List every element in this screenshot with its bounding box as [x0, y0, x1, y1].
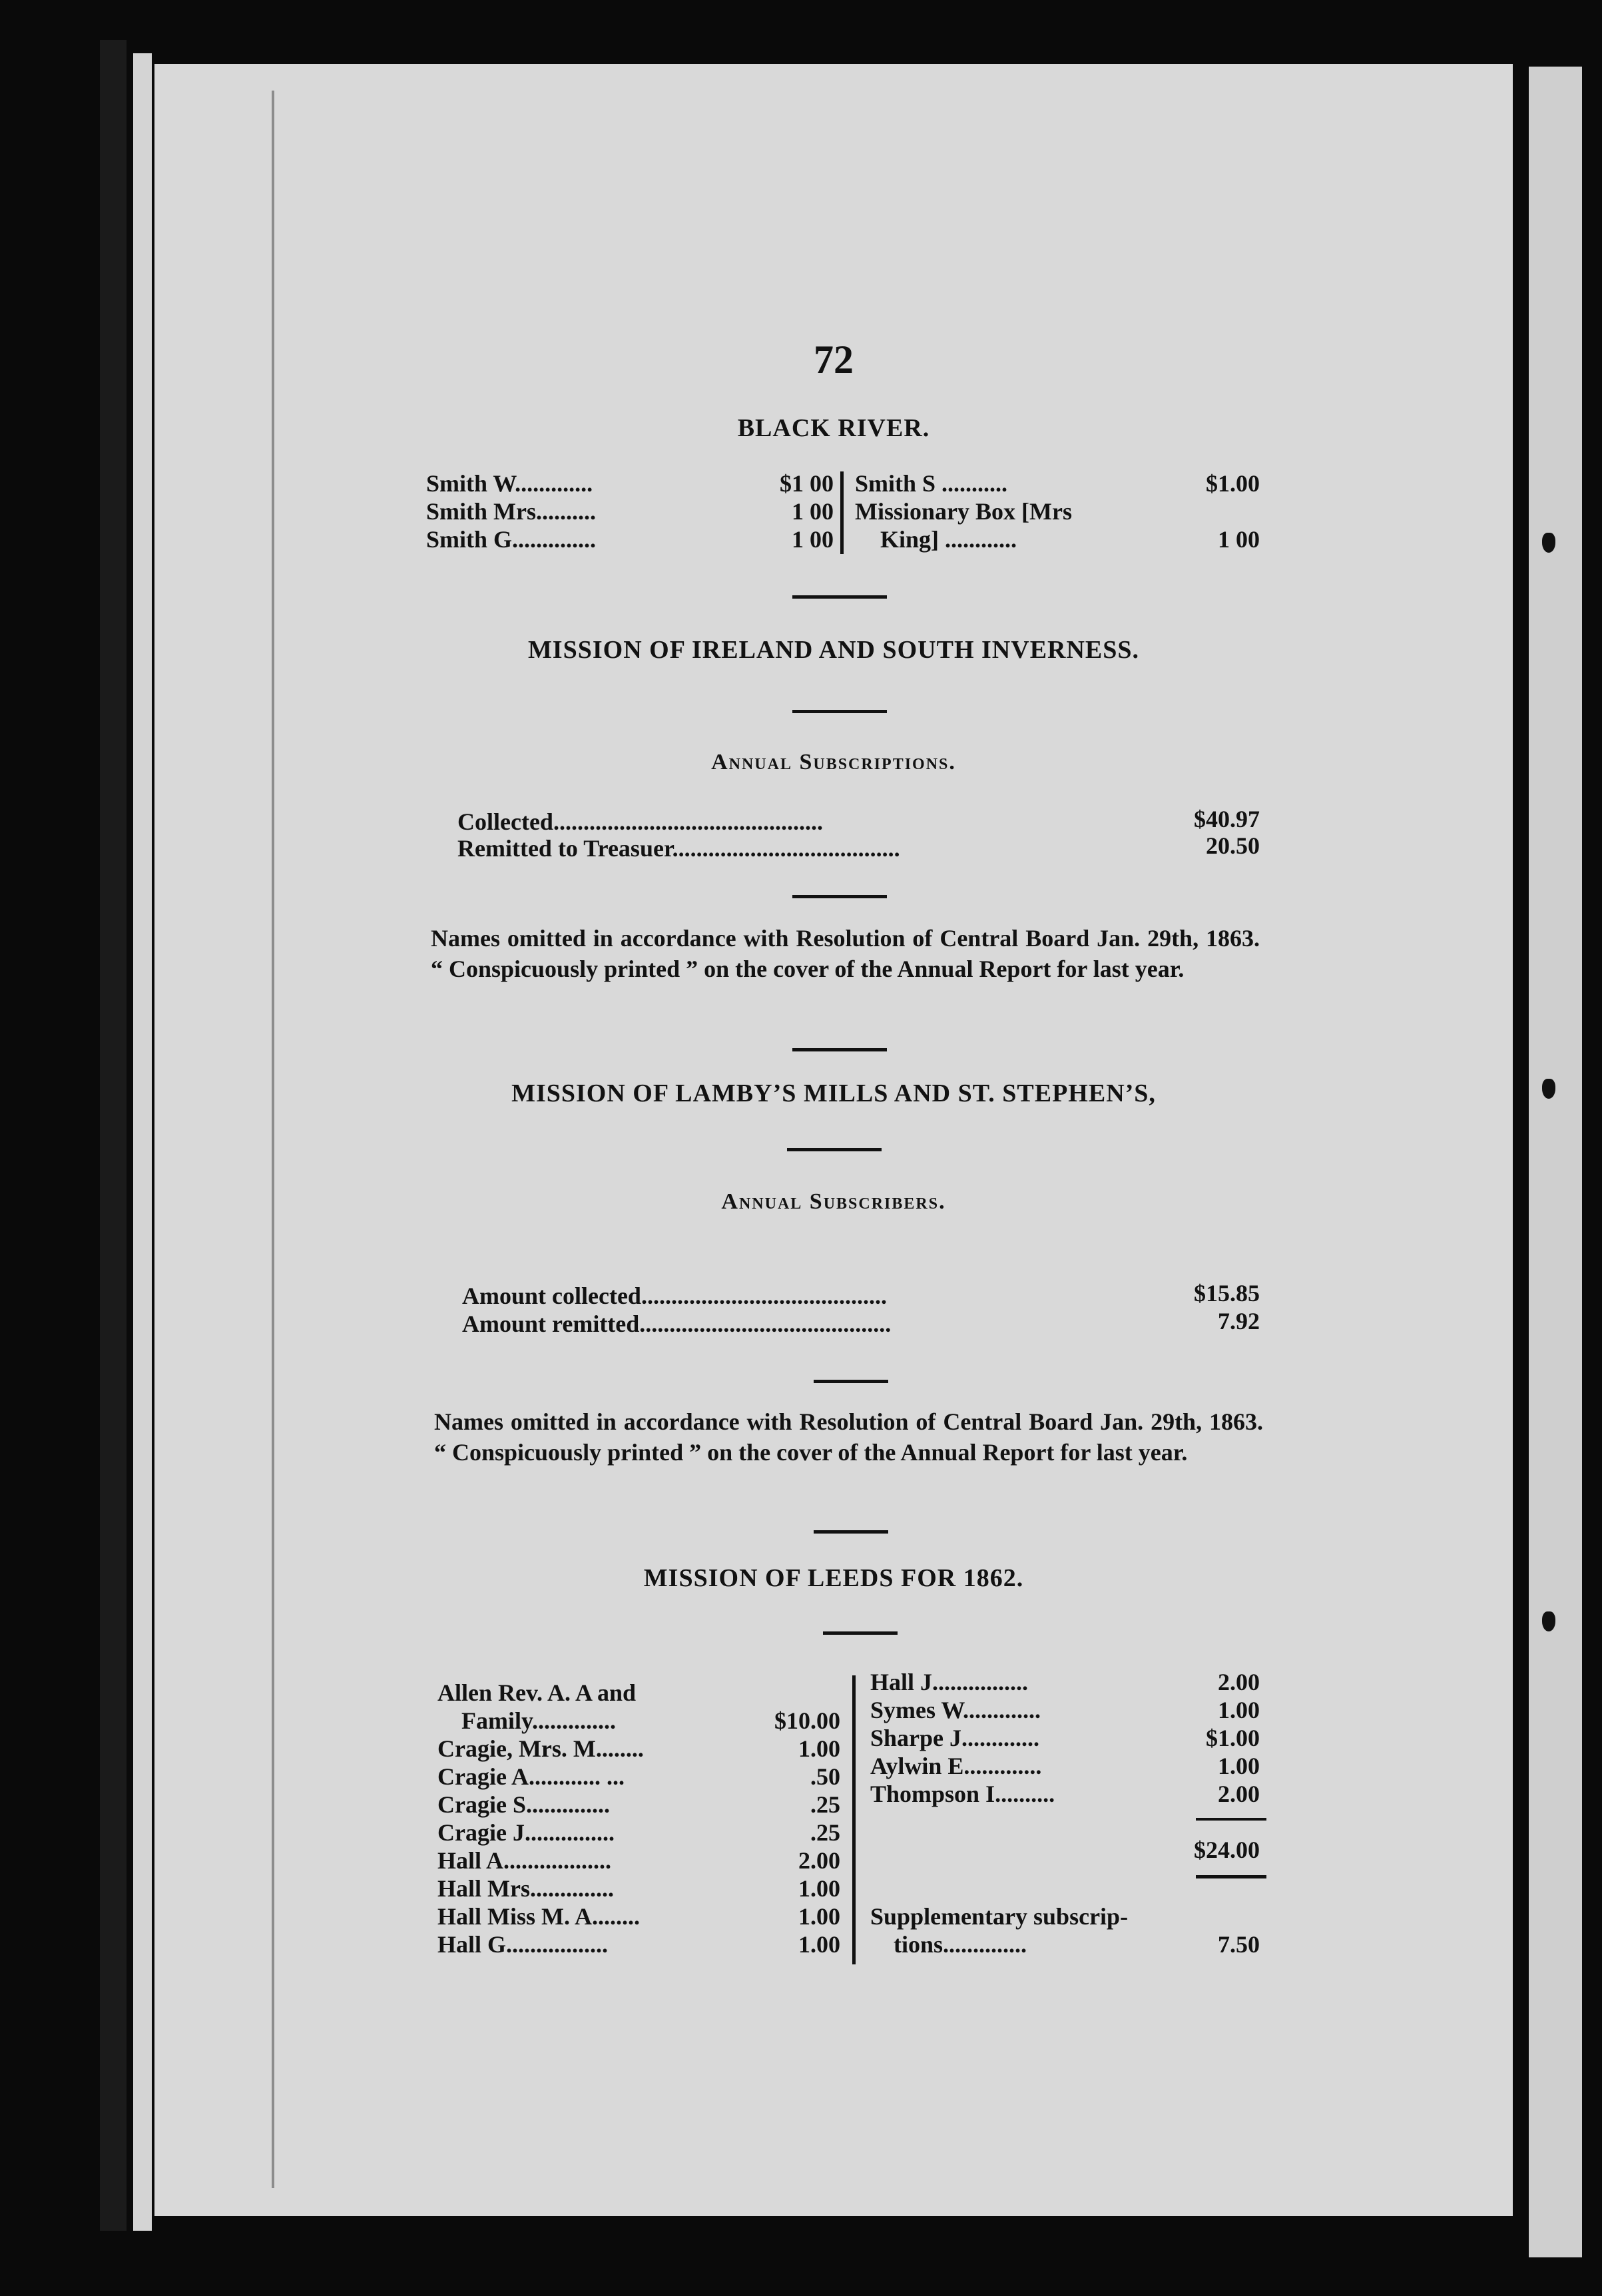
- list-item: Amount remitted..........................................: [462, 1310, 892, 1337]
- list-item: Supplementary subscrip-: [870, 1903, 1129, 1930]
- list-item: Sharpe J.............: [870, 1725, 1040, 1751]
- list-item: Hall Mrs..............: [437, 1875, 614, 1902]
- section-divider: [792, 1048, 887, 1051]
- section-divider: [787, 1148, 882, 1151]
- section-title-leeds: MISSION OF LEEDS FOR 1862.: [643, 1564, 1024, 1592]
- document-page: [154, 64, 1513, 2216]
- list-item: Smith Mrs..........: [426, 498, 596, 525]
- list-item-amount: .25: [810, 1819, 840, 1846]
- list-item-amount: $1 00: [780, 470, 834, 497]
- list-item: Missionary Box [Mrs: [855, 498, 1072, 525]
- subtitle-annual-subscribers: Annual Subscribers.: [721, 1189, 946, 1214]
- section-divider: [792, 595, 887, 599]
- list-item: Smith S ...........: [855, 470, 1008, 497]
- list-item: tions..............: [894, 1931, 1027, 1958]
- list-item: Aylwin E.............: [870, 1753, 1042, 1779]
- page-number: 72: [814, 338, 854, 382]
- list-item: Smith G..............: [426, 526, 597, 553]
- margin-mark: [1542, 533, 1555, 553]
- list-item-amount: $10.00: [774, 1707, 840, 1734]
- total-amount: $24.00: [1194, 1837, 1260, 1863]
- list-item-amount: 1.00: [1218, 1753, 1260, 1779]
- column-divider: [840, 471, 844, 554]
- margin-mark: [1542, 1079, 1555, 1099]
- list-item-amount: 2.00: [798, 1847, 840, 1874]
- list-item-amount: 1.00: [1218, 1697, 1260, 1723]
- list-item-amount: 2.00: [1218, 1669, 1260, 1695]
- list-item-amount: 7.92: [1218, 1308, 1260, 1334]
- list-item: Remitted to Treasuer......................................: [457, 835, 900, 862]
- list-item: Collected.............................................: [457, 808, 823, 835]
- section-divider: [792, 895, 887, 898]
- list-item-amount: 1 00: [792, 526, 834, 553]
- list-item-amount: 7.50: [1218, 1931, 1260, 1958]
- list-item: Cragie A............ ...: [437, 1763, 625, 1790]
- list-item-amount: 20.50: [1206, 832, 1260, 859]
- section-divider: [792, 710, 887, 713]
- list-item: Family..............: [437, 1707, 616, 1734]
- column-divider: [852, 1675, 856, 1964]
- list-item: Allen Rev. A. A and: [437, 1679, 637, 1706]
- page-edge-left: [133, 53, 152, 2231]
- note-paragraph: Names omitted in accordance with Resolution of Central Board Jan. 29th, 1863. “ Conspicuously printed ” on the cover of the Annual Report for last year.: [431, 925, 1260, 982]
- list-item: Smith W.............: [426, 470, 593, 497]
- list-item-amount: $1.00: [1206, 470, 1260, 497]
- list-item-amount: 2.00: [1218, 1781, 1260, 1807]
- total-rule: [1196, 1875, 1266, 1878]
- margin-rule: [272, 91, 274, 2188]
- list-item-amount: .50: [810, 1763, 840, 1790]
- list-item: Cragie S..............: [437, 1791, 610, 1818]
- list-item: Hall Miss M. A........: [437, 1903, 640, 1930]
- list-item-amount: .25: [810, 1791, 840, 1818]
- list-item: Thompson I..........: [870, 1781, 1055, 1807]
- list-item: Cragie J...............: [437, 1819, 615, 1846]
- book-spine: [100, 40, 127, 2231]
- list-item-amount: 1 00: [792, 498, 834, 525]
- list-item: Hall A..................: [437, 1847, 612, 1874]
- section-title-ireland: MISSION OF IRELAND AND SOUTH INVERNESS.: [527, 636, 1140, 664]
- list-item: Amount collected.........................................: [462, 1283, 887, 1309]
- section-divider: [823, 1631, 898, 1635]
- list-item-amount: 1.00: [798, 1875, 840, 1902]
- list-item-amount: 1.00: [798, 1931, 840, 1958]
- note-paragraph: Names omitted in accordance with Resolution of Central Board Jan. 29th, 1863. “ Conspicuously printed ” on the cover of the Annual Report for last year.: [434, 1408, 1263, 1466]
- list-item: Symes W.............: [870, 1697, 1041, 1723]
- total-rule: [1196, 1818, 1266, 1821]
- list-item-amount: $15.85: [1194, 1280, 1260, 1306]
- list-item-amount: $1.00: [1206, 1725, 1260, 1751]
- list-item: Cragie, Mrs. M........: [437, 1735, 644, 1762]
- list-item-amount: 1 00: [1218, 526, 1260, 553]
- list-item: Hall G.................: [437, 1931, 609, 1958]
- list-item-amount: 1.00: [798, 1903, 840, 1930]
- list-item: Hall J................: [870, 1669, 1029, 1695]
- section-divider: [814, 1380, 888, 1383]
- margin-mark: [1542, 1611, 1555, 1631]
- section-divider: [814, 1530, 888, 1534]
- list-item-amount: 1.00: [798, 1735, 840, 1762]
- subtitle-annual-subscriptions: Annual Subscriptions.: [711, 750, 956, 774]
- list-item: King] ............: [880, 526, 1017, 553]
- section-title-lamby: MISSION OF LAMBY’S MILLS AND ST. STEPHEN’S,: [511, 1079, 1156, 1107]
- list-item-amount: $40.97: [1194, 806, 1260, 832]
- section-title-black-river: BLACK RIVER.: [737, 414, 930, 442]
- page-edge-right: [1529, 67, 1582, 2257]
